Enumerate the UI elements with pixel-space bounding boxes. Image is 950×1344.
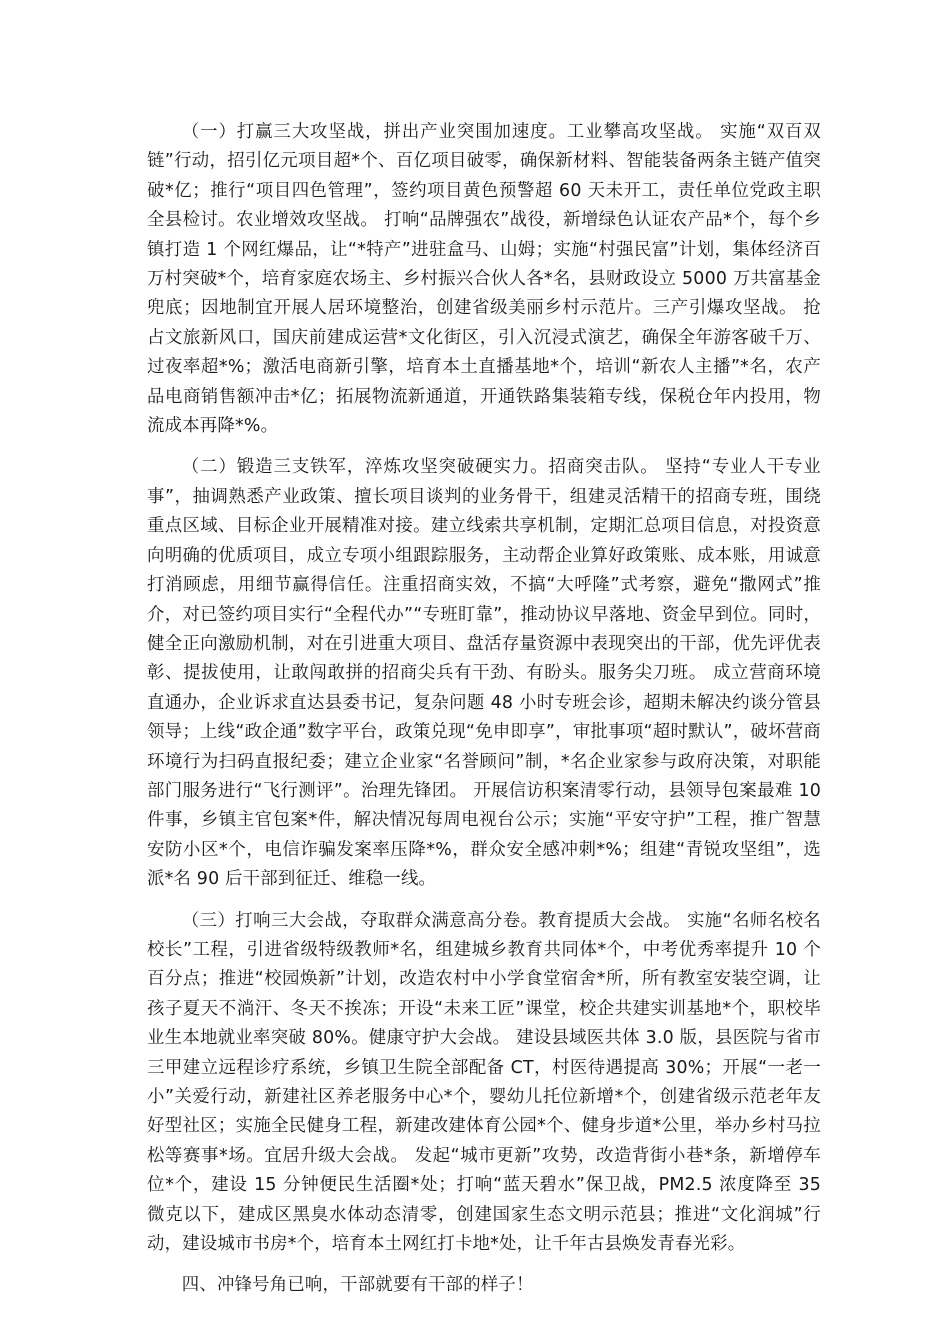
document-body — [147, 118, 821, 1301]
section-heading: 四、冲锋号角已响，干部就要有干部的样子！ — [181, 1275, 534, 1296]
paragraph-iron-teams: （二）锻造三支铁军，淬炼攻坚突破硬实力。招商突击队。 坚持“专业人干专业事”，抽调熟悉产业政策、擅长项目谈判的业务骨干，组建灵活精干的招商专班，围绕重点区域、目标企业开展精准对接。建立线索共享机制，定期汇总项目信息，对投资意向明确的优质项目，成立专项小组跟踪服务，主动帮企业算好政策账、成本账，用诚意打消顾虑，用细节赢得信任。注重招商实效，不搞“大呼隆”式考察，避免“撒网式”推介，对已签约项目实行“全程代办”“专班盯靠”，推动协议早落地、资金早到位。同时，健全正向激励机制，对在引进重大项目、盘活存量资源中表现突出的干部，优先评优表彰、提拔使用，让敢闯敢拼的招商尖兵有干劲、有盼头。服务尖刀班。 成立营商环境直通办，企业诉求直达县委书记，复杂问题 48 小时专班会诊，超期未解决约谈分管县领导；上线“政企通”数字平台，政策兑现“免申即享”，审批事项“超时默认”，破坏营商环境行为扫码直报纪委；建立企业家“名誉顾问”制，*名企业家参与政府决策，对职能部门服务进行“飞行测评”。治理先锋团。 开展信访积案清零行动，县领导包案最难 10 件事，乡镇主官包案*件，解决情况每周电视台公示；实施“平安守护”工程，推广智慧安防小区*个，电信诈骗发案率压降*%，群众安全感冲刺*%；组建“青锐攻坚组”，选派*名 90 后干部到征迁、维稳一线。 — [147, 457, 821, 890]
paragraph-industry-battles: （一）打赢三大攻坚战，拼出产业突围加速度。工业攀高攻坚战。 实施“双百双链”行动，招引亿元项目超*个、百亿项目破零，确保新材料、智能装备两条主链产值突破*亿；推行“项目四色管理”，签约项目黄色预警超 60 天未开工，责任单位党政主职全县检讨。农业增效攻坚战。 打响“品牌强农”战役，新增绿色认证农产品*个，每个乡镇打造 1 个网红爆品，让“*特产”进驻盒马、山姆；实施“村强民富”计划，集体经济百万村突破*个，培育家庭农场主、乡村振兴合伙人各*名，县财政设立 5000 万共富基金兜底；因地制宜开展人居环境整治，创建省级美丽乡村示范片。三产引爆攻坚战。 抢占文旅新风口，国庆前建成运营*文化街区，引入沉浸式演艺，确保全年游客破千万、过夜率超*%；激活电商新引擎，培育本土直播基地*个，培训“新农人主播”*名，农产品电商销售额冲击*亿；拓展物流新通道，开通铁路集装箱专线，保税仓年内投用，物流成本再降*%。 — [147, 122, 821, 437]
paragraph-livelihood-campaigns: （三）打响三大会战，夺取群众满意高分卷。教育提质大会战。 实施“名师名校名校长”工程，引进省级特级教师*名，组建城乡教育共同体*个，中考优秀率提升 10 个百分点；推进“校园焕新”计划，改造农村中小学食堂宿舍*所，所有教室安装空调，让孩子夏天不淌汗、冬天不挨冻；开设“未来工匠”课堂，校企共建实训基地*个，职校毕业生本地就业率突破 80%。健康守护大会战。 建设县域医共体 3.0 版，县医院与省市三甲建立远程诊疗系统，乡镇卫生院全部配备 CT，村医待遇提高 30%；开展“一老一小”关爱行动，新建社区养老服务中心*个，婴幼儿托位新增*个，创建省级示范老年友好型社区；实施全民健身工程，新建改建体育公园*个、健身步道*公里，举办乡村马拉松等赛事*场。宜居升级大会战。 发起“城市更新”攻势，改造背街小巷*条，新增停车位*个，建设 15 分钟便民生活圈*处；打响“蓝天碧水”保卫战，PM2.5 浓度降至 35 微克以下，建成区黑臭水体动态清零，创建国家生态文明示范县；推进“文化润城”行动，建设城市书房*个，培育本土网红打卡地*处，让千年古县焕发青春光彩。 — [147, 910, 821, 1255]
